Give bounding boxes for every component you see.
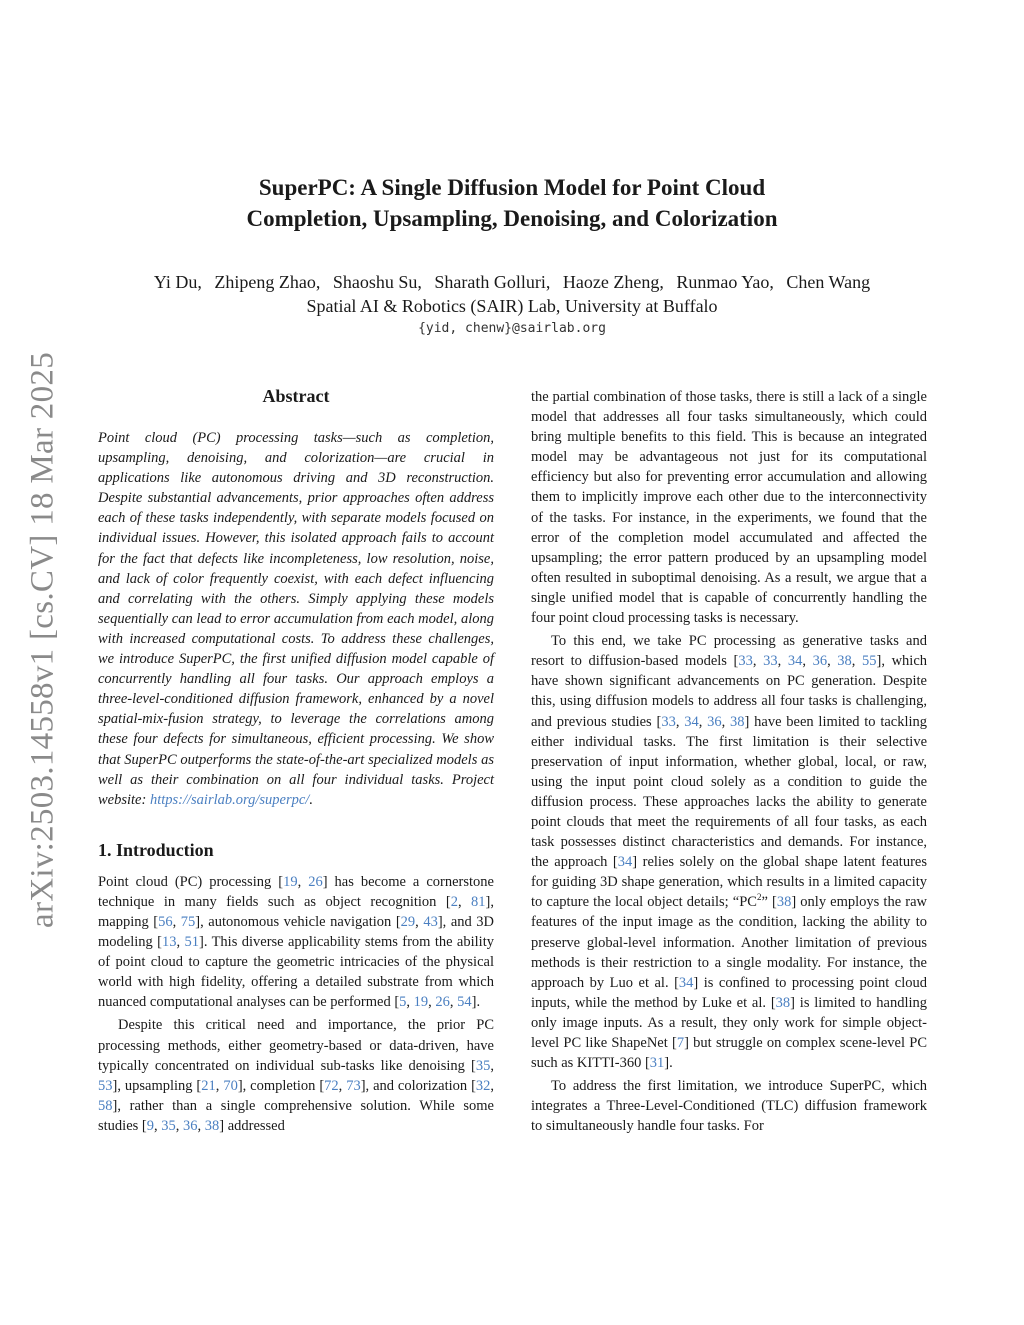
paragraph-text: , (415, 913, 424, 930)
paragraph-text: ], mapping [ (98, 893, 495, 930)
citation-link[interactable]: 21 (201, 1077, 216, 1094)
abstract-body (98, 428, 494, 810)
citation-link[interactable]: 38 (776, 894, 792, 911)
paragraph-text: the partial combination of those tasks, there is still a lack of a single model that addresses all four tasks simultaneously, which could bring multiple benefits to this field. This is because an integrated model may be advantageous not just for its computational efficiency but also for preventing error accumulation and allowing them to implicitly improve each other due to the interconnectivity of the tasks. For instance, in the experiments, we found that the error of the completion model accumulated and affected the upsampling; the error pattern produced by an upsampling model often resulted in suboptimal denoising. As a result, we argue that a single unified model that is capable of concurrently handling the four point cloud processing tasks is necessary. (531, 389, 927, 627)
superscript: 2 (756, 892, 762, 903)
citation-link[interactable]: 7 (676, 1035, 685, 1051)
paragraph-segment-b (531, 894, 927, 1071)
paragraph-text: ” [ (761, 894, 777, 911)
paragraph-text: , (490, 1057, 494, 1074)
paragraph-text: , (338, 1077, 347, 1094)
citation-link[interactable]: 53 (98, 1077, 113, 1094)
paragraph-text: ]. This diverse applicability stems from the ability of point cloud to capture the geometric intricacies of the physical world with high fidelity, offering a detailed substrate from which nuanced computational analyses can be performed [ (98, 934, 494, 1011)
citation-link[interactable]: 34 (678, 974, 694, 991)
paragraph-text: , (172, 913, 181, 930)
paragraph-text: ], which have shown significant advancements on PC generation. Despite this, using diffusion models to address all four tasks is challenging, and previous studies [ (531, 653, 928, 730)
citation-link[interactable]: 32 (475, 1077, 491, 1094)
citation-link[interactable]: 72 (324, 1077, 339, 1094)
citation-link[interactable]: 36 (707, 713, 722, 730)
citation-link[interactable]: 26 (435, 994, 450, 1011)
paragraph-text: , (721, 713, 731, 730)
citation-link[interactable]: 2 (450, 893, 458, 910)
paragraph-segment-a (531, 633, 927, 910)
paragraph-text: , (406, 994, 414, 1011)
paragraph-text: ] is limited to handling only image inputs. As a result, they only work for simple object-level PC like ShapeNet [ (531, 994, 927, 1051)
author: Haoze Zheng, (562, 272, 664, 292)
abstract-end: . (309, 791, 313, 808)
paragraph-text: To address the first limitation, we introduce SuperPC, which integrates a Three-Level-Conditioned (TLC) diffusion framework to simultaneously handle four tasks. For (531, 1078, 927, 1135)
citation-link[interactable]: 36 (182, 1117, 198, 1134)
intro-paragraph-3 (531, 387, 927, 628)
citation-link[interactable]: 26 (308, 873, 323, 890)
paragraph-text: , (675, 713, 685, 730)
paragraph-text: ], completion [ (237, 1077, 325, 1094)
paragraph-text: , (175, 1117, 183, 1134)
citation-link[interactable]: 19 (413, 994, 429, 1011)
citation-link[interactable]: 51 (184, 934, 199, 951)
paragraph-text: , (215, 1077, 224, 1094)
paragraph-text: ], rather than a single comprehensive solution. While some studies [ (98, 1097, 494, 1134)
paragraph-text: ] but struggle on complex scene-level PC such as KITTI-360 [ (531, 1035, 927, 1072)
intro-paragraph-4 (531, 631, 927, 1073)
author: Zhipeng Zhao, (214, 272, 321, 292)
author: Chen Wang (786, 272, 871, 292)
paragraph-text: , (802, 653, 813, 670)
citation-link[interactable]: 19 (283, 873, 298, 890)
paragraph-text: , (297, 873, 309, 890)
paragraph-text: , (197, 1117, 205, 1134)
paragraph-text: Despite this critical need and importance, the prior PC processing methods, either geometry-based or data-driven, have typically concentrated on individual sub-tasks like denoising [ (98, 1017, 494, 1074)
citation-link[interactable]: 38 (730, 713, 745, 730)
citation-link[interactable]: 5 (399, 994, 407, 1011)
paragraph-text: ]. (664, 1055, 673, 1072)
paragraph-text: , (428, 994, 436, 1011)
project-website-link[interactable]: https://sairlab.org/superpc/ (149, 791, 310, 808)
citation-link[interactable]: 33 (661, 713, 676, 730)
paragraph-text: , (457, 893, 472, 910)
paragraph-text: , (851, 653, 863, 670)
paragraph-text: , (449, 994, 458, 1011)
citation-link[interactable]: 75 (180, 913, 196, 930)
paragraph-text: , (490, 1077, 495, 1094)
citation-link[interactable]: 35 (475, 1057, 491, 1074)
citation-link[interactable]: 73 (346, 1077, 361, 1094)
citation-link[interactable]: 38 (204, 1117, 220, 1134)
paragraph-text: ] has become a cornerstone technique in many fields such as object recognition [ (98, 873, 494, 910)
paragraph-text: ] is confined to processing point cloud inputs, while the method by Luke et al. [ (531, 974, 927, 1011)
paragraph-text: ] addressed (219, 1117, 285, 1134)
affiliation: Spatial AI & Robotics (SAIR) Lab, University at Buffalo (306, 296, 718, 316)
paragraph-text: , (777, 653, 788, 670)
paragraph-text: To this end, we take PC processing as generative tasks and resort to diffusion-based models [ (531, 633, 927, 670)
paragraph-text: , (752, 653, 764, 670)
paragraph-text: Point cloud (PC) processing [ (98, 873, 284, 890)
citation-link[interactable]: 34 (684, 713, 699, 730)
title-line-2: Completion, Upsampling, Denoising, and Colorization (246, 206, 778, 231)
paper-title (0, 172, 1024, 234)
right-column (531, 387, 927, 1136)
citation-link[interactable]: 56 (158, 913, 173, 930)
paragraph-text: ], and 3D modeling [ (98, 913, 495, 951)
title-line-1: SuperPC: A Single Diffusion Model for Point Cloud (258, 175, 766, 200)
citation-link[interactable]: 34 (787, 653, 803, 670)
paragraph-text: , (176, 934, 185, 951)
citation-link[interactable]: 36 (812, 653, 828, 670)
paragraph-text: ] relies solely on the global shape latent features for guiding 3D shape generation, which results in a limited capacity to capture the local object details; “PC (531, 854, 927, 911)
paragraph-text: ], upsampling [ (112, 1077, 202, 1094)
citation-link[interactable]: 38 (775, 994, 791, 1011)
author: Sharath Golluri, (434, 272, 551, 292)
author-list (0, 270, 1024, 294)
intro-paragraph-1 (98, 872, 494, 1013)
citation-link[interactable]: 35 (161, 1117, 176, 1134)
citation-link[interactable]: 31 (649, 1055, 665, 1072)
paragraph-text: ]. (471, 994, 481, 1011)
citation-link[interactable]: 13 (161, 934, 177, 951)
author: Runmao Yao, (676, 272, 774, 292)
citation-link[interactable]: 34 (617, 854, 633, 871)
left-column (98, 384, 494, 1136)
author: Yi Du, (153, 272, 202, 292)
citation-link[interactable]: 9 (146, 1117, 154, 1134)
citation-link[interactable]: 43 (423, 913, 438, 930)
citation-link[interactable]: 81 (471, 893, 486, 910)
paragraph-text: , (827, 653, 838, 670)
citation-link[interactable]: 29 (400, 913, 416, 930)
citation-link[interactable]: 38 (837, 653, 852, 670)
arxiv-identifier-stamp: arXiv:2503.14558v1 [cs.CV] 18 Mar 2025 (24, 352, 61, 928)
paragraph-text: ] have been limited to tackling either individual tasks. The first limitation is their selective preservation of input information, whether global, local, or raw, using the input point cloud solely as a condition to guide the diffusion process. These approaches lacks the ability to generate point clouds that meet the requirements of all four tasks, as each task possesses distinct characteristics and demands. For instance, the approach [ (531, 713, 928, 871)
paragraph-text: , (153, 1117, 162, 1134)
abstract-text: Point cloud (PC) processing tasks—such as completion, upsampling, denoising, and colorization—are crucial in applications like autonomous driving and 3D reconstruction. Despite substantial advancements, prior approaches often address each of these tasks independently, with separate models focused on individual issues. However, this isolated approach fails to account for the fact that defects like incompleteness, low resolution, noise, and lack of color frequently coexist, with each defect influencing and correlating with the others. Simply applying these models sequentially can lead to error accumulation from each model, along with increased computational costs. To address these challenges, we introduce SuperPC, the first unified diffusion model capable of concurrently handling all four tasks. Our approach employs a three-level-conditioned diffusion framework, enhanced by a novel spatial-mix-fusion strategy, to leverage the correlations among these four defects for simultaneous, efficient processing. We show that SuperPC outperforms the state-of-the-art specialized models as well as their combination on all four individual tasks. Project website: (98, 430, 494, 808)
citation-link[interactable]: 33 (738, 653, 753, 670)
citation-link[interactable]: 33 (763, 653, 778, 670)
contact-email: {yid, chenw}@sairlab.org (418, 321, 606, 336)
citation-link[interactable]: 70 (223, 1077, 238, 1094)
paragraph-text: ], and colorization [ (360, 1077, 476, 1094)
citation-link[interactable]: 54 (457, 994, 472, 1011)
intro-paragraph-5 (531, 1076, 927, 1136)
paragraph-text: ] only employs the raw features of the input image as the condition, lacking the ability to preserve global-level information. Another limitation of previous methods is their restriction to a single modality. For instance, the approach by Luo et al. [ (531, 894, 927, 991)
paragraph-text: , (698, 713, 708, 730)
paragraph-text: ], autonomous vehicle navigation [ (195, 913, 401, 930)
author: Shaoshu Su, (332, 272, 422, 292)
citation-link[interactable]: 58 (98, 1097, 113, 1114)
citation-link[interactable]: 55 (862, 653, 877, 670)
abstract-heading: Abstract (262, 386, 330, 406)
intro-paragraph-2 (98, 1015, 494, 1136)
introduction-heading: 1. Introduction (98, 839, 214, 860)
